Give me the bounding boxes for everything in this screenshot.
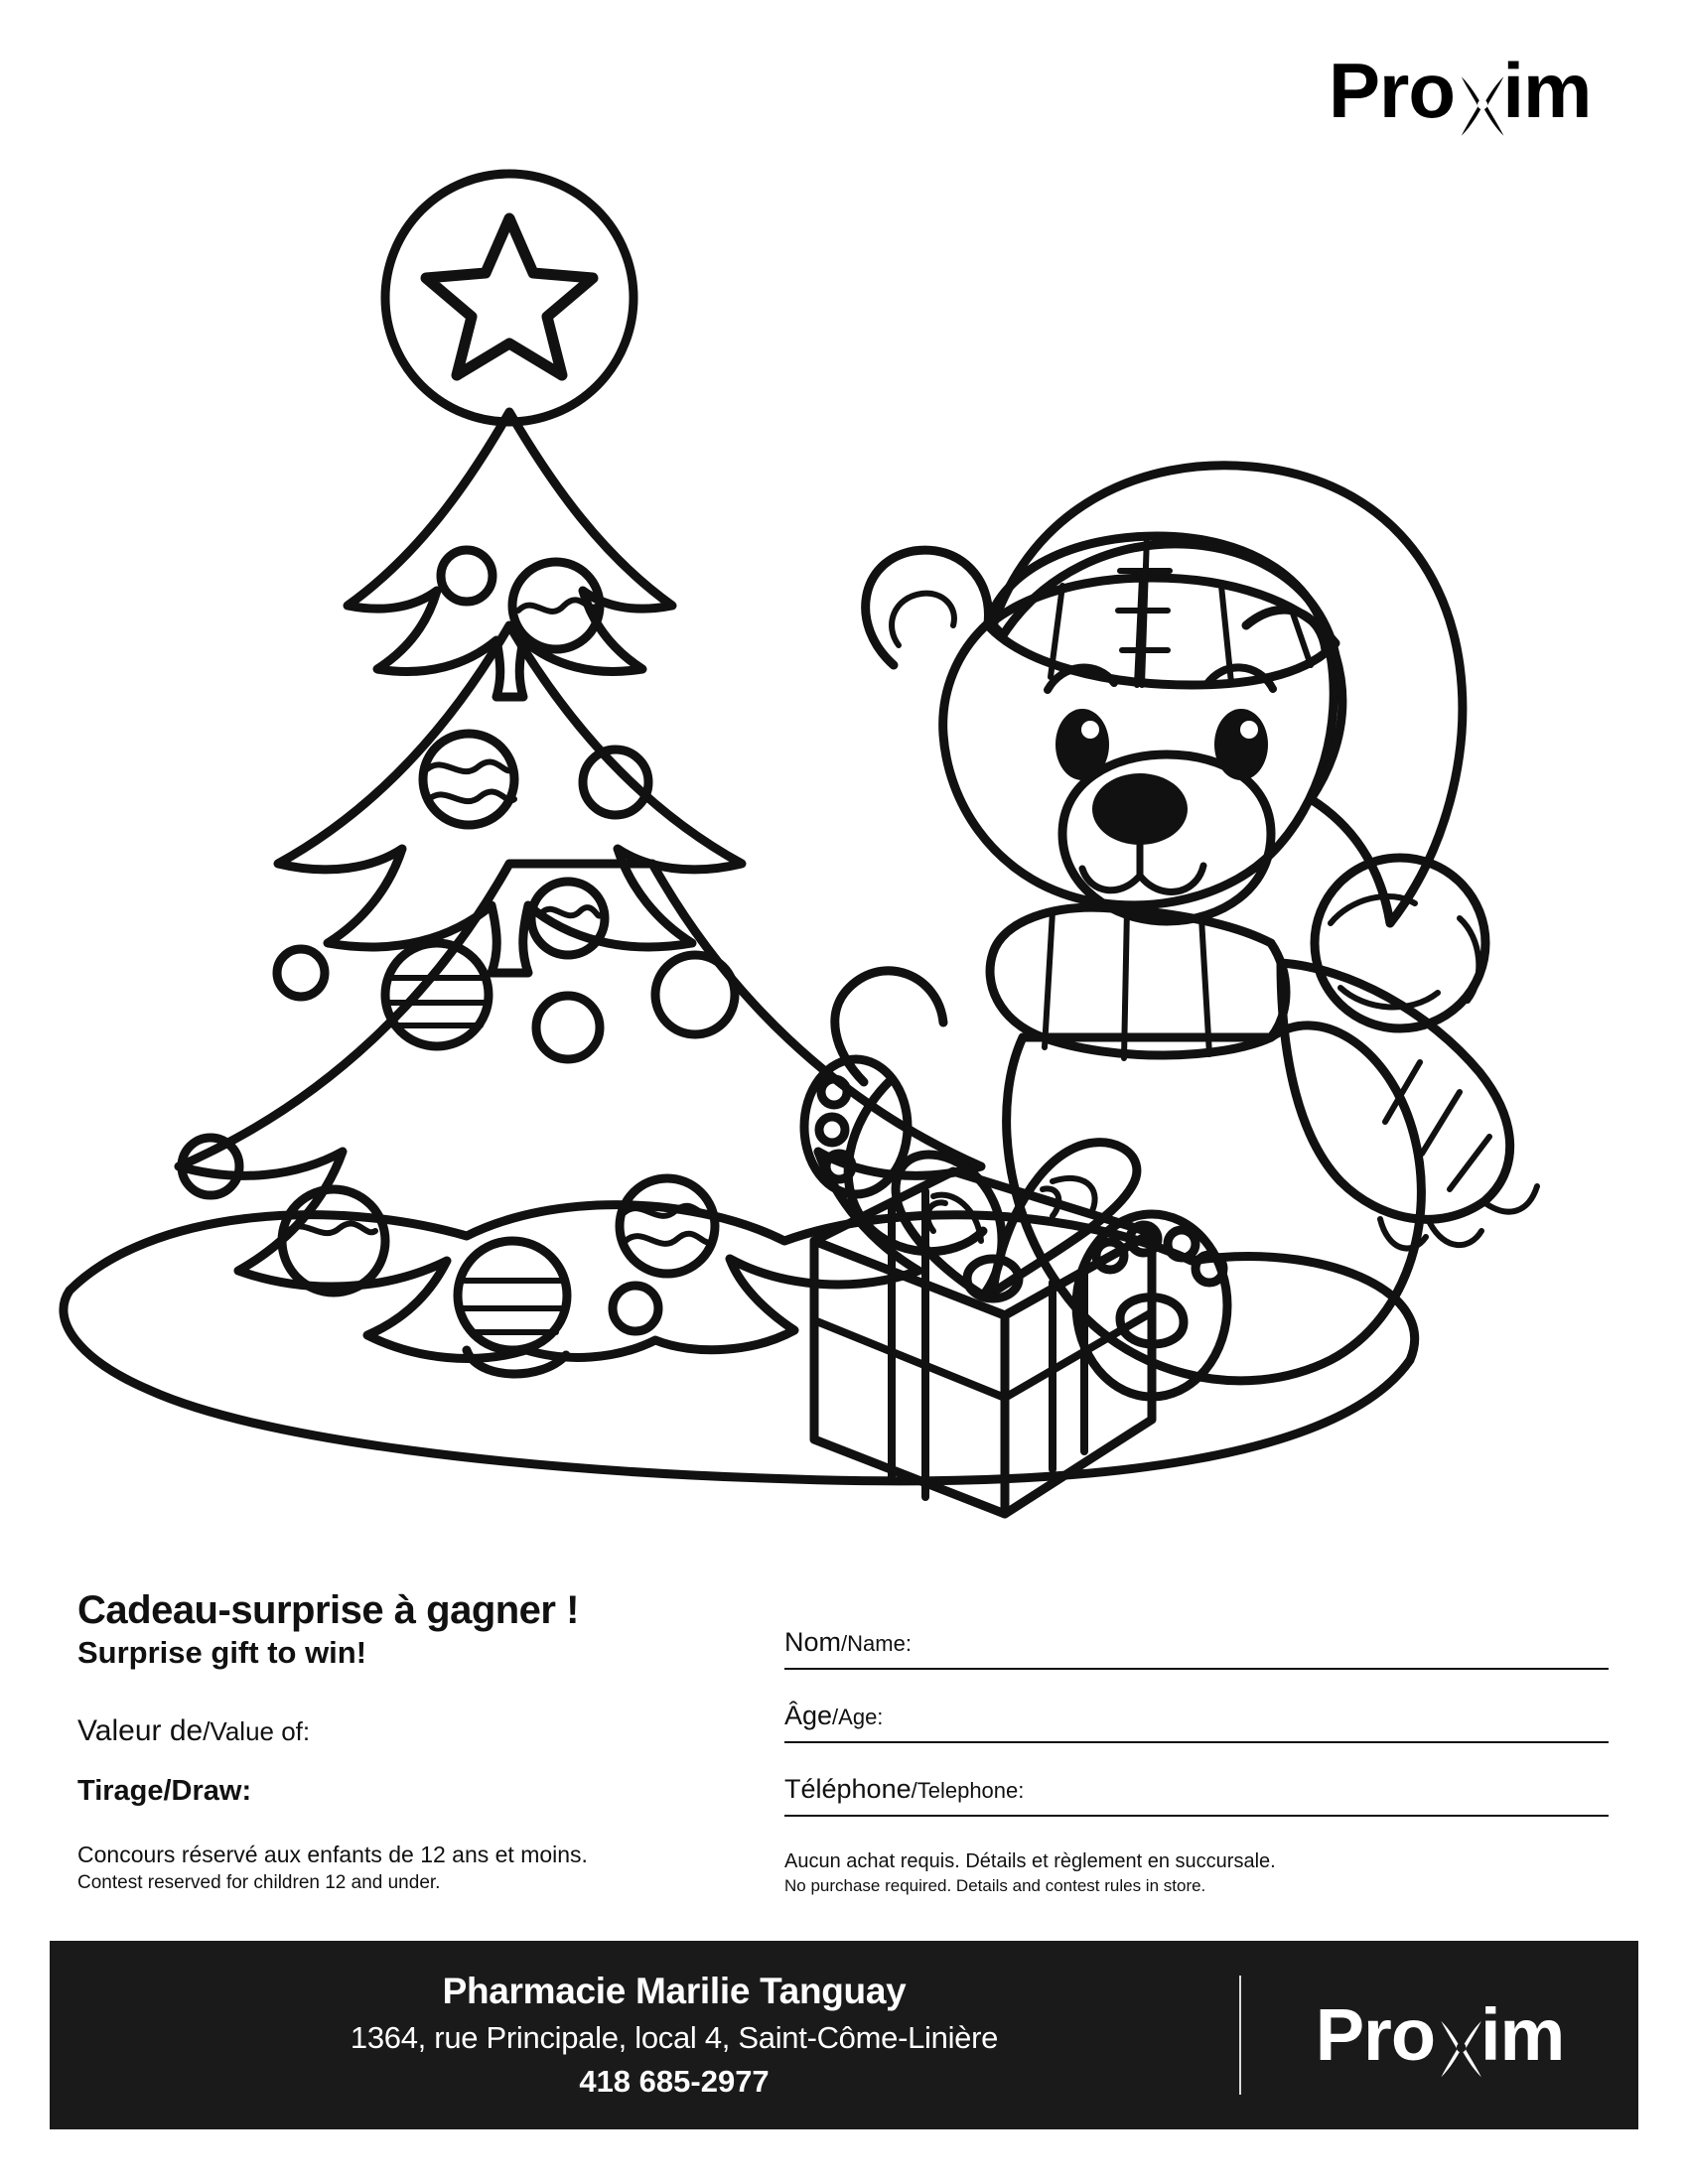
contest-info-block	[0, 1588, 1688, 1916]
pharmacy-street: 1364, rue Principale, local 4,	[350, 2020, 739, 2055]
name-field-label: Nom/Name:	[784, 1627, 912, 1657]
promo-value-en: /Value of:	[203, 1716, 311, 1747]
name-input[interactable]	[784, 1624, 1609, 1666]
age-field-label: Âge/Age:	[784, 1701, 884, 1730]
pharmacy-city: Saint-Côme-Linière	[738, 2020, 999, 2055]
footer-divider	[1239, 1976, 1241, 2095]
christmas-coloring-illustration	[0, 69, 1688, 1549]
footer-brand-logo	[1241, 1995, 1638, 2075]
proxim-wordmark-post: im	[1502, 47, 1592, 134]
proxim-wordmark-footer	[1316, 1995, 1565, 2075]
promo-value-fr: Valeur de	[77, 1714, 204, 1748]
footer-bar	[50, 1941, 1638, 2129]
pharmacy-address	[109, 2020, 1239, 2056]
promo-rules-fr: Concours réservé aux enfants de 12 ans et moins.	[77, 1842, 588, 1868]
phone-input[interactable]	[784, 1771, 1609, 1813]
promo-draw-label: Tirage/Draw:	[77, 1775, 252, 1808]
proxim-wordmark-footer-pre: Pro	[1315, 1993, 1436, 2076]
age-input[interactable]	[784, 1698, 1609, 1739]
form-field-name[interactable]	[784, 1596, 1609, 1670]
phone-field-label: Téléphone/Telephone:	[784, 1774, 1025, 1804]
pharmacy-phone[interactable]: 418 685-2977	[579, 2064, 770, 2099]
promo-title-fr: Cadeau-surprise à gagner !	[77, 1588, 579, 1632]
promo-value-line	[77, 1713, 773, 1749]
fineprint-fr: Aucun achat requis. Détails et règlement en succursale.	[784, 1850, 1276, 1872]
form-field-age[interactable]	[784, 1670, 1609, 1743]
entry-form	[784, 1596, 1609, 1896]
proxim-wordmark-pre: Pro	[1329, 47, 1456, 134]
tree-topper-circle	[385, 174, 633, 422]
proxim-wordmark-footer-post: im	[1479, 1993, 1565, 2076]
footer-contact-info	[50, 1971, 1239, 2100]
form-field-phone[interactable]	[784, 1743, 1609, 1817]
pharmacy-name: Pharmacie Marilie Tanguay	[442, 1971, 907, 2011]
promo-column	[77, 1588, 773, 1894]
promo-rules-en: Contest reserved for children 12 and under.	[77, 1872, 441, 1894]
promo-title-en: Surprise gift to win!	[77, 1635, 367, 1670]
legal-fineprint	[784, 1850, 1609, 1896]
fineprint-en: No purchase required. Details and contest rules in store.	[784, 1876, 1206, 1895]
